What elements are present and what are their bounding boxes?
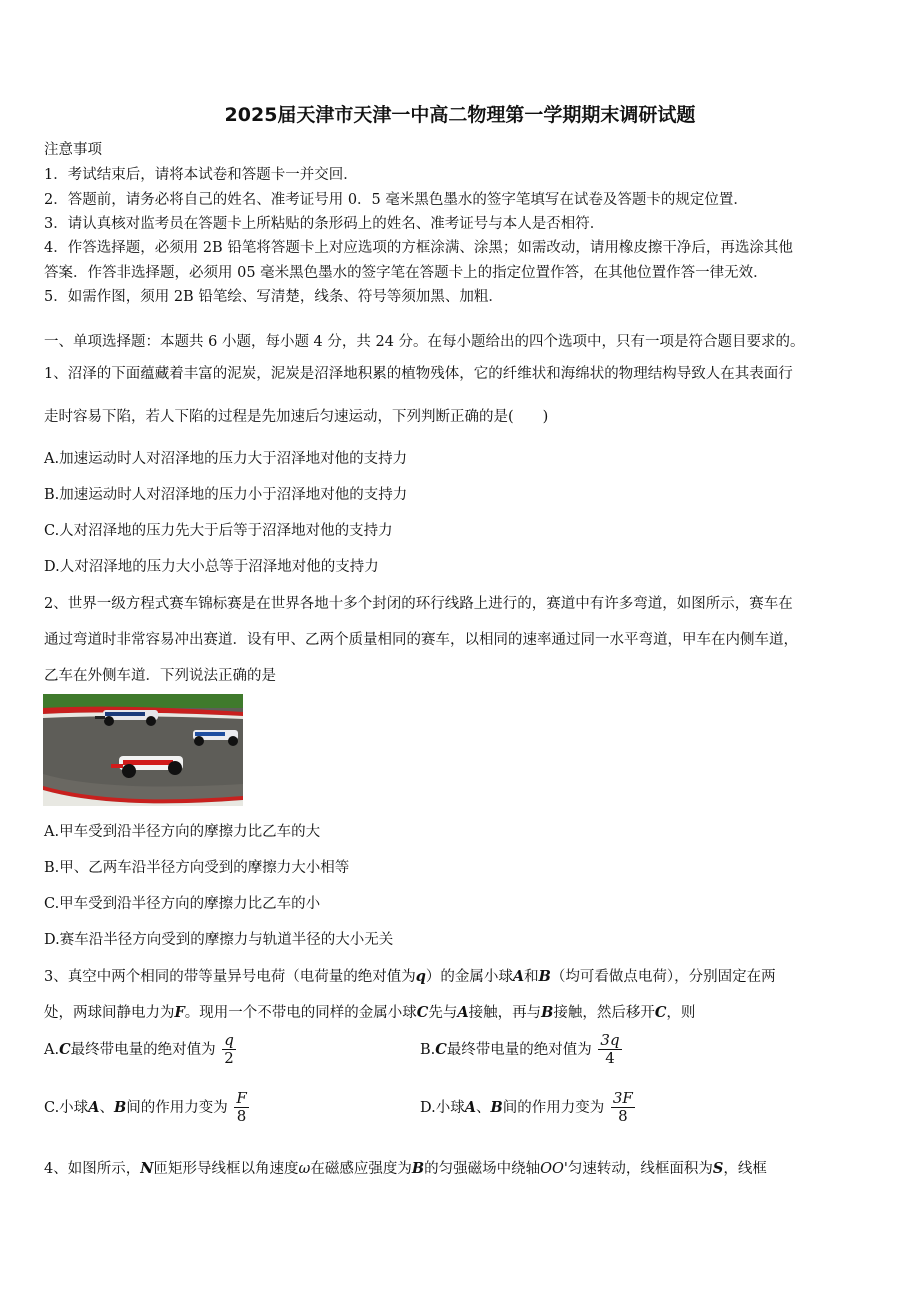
q2-option-a: A.甲车受到沿半径方向的摩擦力比乙车的大 <box>44 824 321 840</box>
q3-stem-line-1: 3、真空中两个相同的带等量异号电荷（电荷量的绝对值为q）的金属小球A和B（均可看做点电荷），分别固定在两 <box>44 968 776 985</box>
q3-option-a: A.C最终带电量的绝对值为 $\frac{q}{2}$ <box>44 1031 234 1068</box>
fraction: $\frac{3q}{4}$ <box>600 1031 620 1068</box>
fraction: $\frac{3F}{8}$ <box>612 1089 633 1126</box>
notice-item-3: 3．请认真核对监考员在答题卡上所粘贴的条形码上的姓名、准考证号与本人是否相符． <box>44 216 605 232</box>
q3-option-b: B.C最终带电量的绝对值为 $\frac{3q}{4}$ <box>420 1031 620 1068</box>
fraction: $\frac{q}{2}$ <box>224 1031 234 1068</box>
q2-option-d: D.赛车沿半径方向受到的摩擦力与轨道半径的大小无关 <box>44 932 394 948</box>
q1-option-d: D.人对沼泽地的压力大小总等于沼泽地对他的支持力 <box>44 559 379 575</box>
notice-item-5: 5．如需作图，须用 2B 铅笔绘、写清楚，线条、符号等须加黑、加粗． <box>44 289 503 305</box>
notice-item-1: 1．考试结束后，请将本试卷和答题卡一并交回． <box>44 167 358 183</box>
q2-stem-line-3: 乙车在外侧车道．下列说法正确的是 <box>44 668 276 684</box>
notice-item-2: 2．答题前，请务必将自己的姓名、准考证号用 0．5 毫米黑色墨水的签字笔填写在试卷及答题卡的规定位置． <box>44 192 748 208</box>
notice-item-4: 4．作答选择题，必须用 2B 铅笔将答题卡上对应选项的方框涂满、涂黑；如需改动，请用橡皮擦干净后，再选涂其他 <box>44 240 793 256</box>
fraction: $\frac{F}{8}$ <box>236 1089 247 1126</box>
q1-option-c: C.人对沼泽地的压力先大于后等于沼泽地对他的支持力 <box>44 523 393 539</box>
q2-option-b: B.甲、乙两车沿半径方向受到的摩擦力大小相等 <box>44 860 350 876</box>
exam-title: 2025届天津市天津一中高二物理第一学期期末调研试题 <box>224 104 696 126</box>
q2-stem-line-1: 2、世界一级方程式赛车锦标赛是在世界各地十多个封闭的环行线路上进行的，赛道中有许多弯道，如图所示，赛车在 <box>44 596 793 612</box>
q4-stem-line-1: 4、如图所示，N匝矩形导线框以角速度ω在磁感应强度为B的匀强磁场中绕轴OO'匀速转动，线框面积为S，线框 <box>44 1160 767 1177</box>
q2-option-c: C.甲车受到沿半径方向的摩擦力比乙车的小 <box>44 896 321 912</box>
q3-stem-line-2: 处，两球间静电力为F。现用一个不带电的同样的金属小球C先与A接触，再与B接触，然后移开C，则 <box>44 1004 696 1021</box>
q2-stem-line-2: 通过弯道时非常容易冲出赛道．设有甲、乙两个质量相同的赛车，以相同的速率通过同一水平弯道，甲车在内侧车道， <box>44 632 798 648</box>
q1-option-a: A.加速运动时人对沼泽地的压力大于沼泽地对他的支持力 <box>44 451 408 467</box>
q1-stem-line-1: 1、沼泽的下面蕴藏着丰富的泥炭，泥炭是沼泽地积累的植物残体，它的纤维状和海绵状的物理结构导致人在其表面行 <box>44 366 793 382</box>
race-car-photo <box>43 694 243 806</box>
section-heading: 一、单项选择题：本题共 6 小题，每小题 4 分，共 24 分。在每小题给出的四个选项中，只有一项是符合题目要求的。 <box>44 334 805 350</box>
q1-option-b: B.加速运动时人对沼泽地的压力小于沼泽地对他的支持力 <box>44 487 408 503</box>
notice-heading: 注意事项 <box>44 142 102 158</box>
q3-option-d: D.小球A、B间的作用力变为 $\frac{3F}{8}$ <box>420 1089 633 1126</box>
q1-stem-line-2: 走时容易下陷，若人下陷的过程是先加速后匀速运动，下列判断正确的是( ) <box>44 409 549 425</box>
q3-option-c: C.小球A、B间的作用力变为 $\frac{F}{8}$ <box>44 1089 247 1126</box>
notice-item-4-cont: 答案．作答非选择题，必须用 05 毫米黑色墨水的签字笔在答题卡上的指定位置作答，在其他位置作答一律无效． <box>44 265 768 281</box>
